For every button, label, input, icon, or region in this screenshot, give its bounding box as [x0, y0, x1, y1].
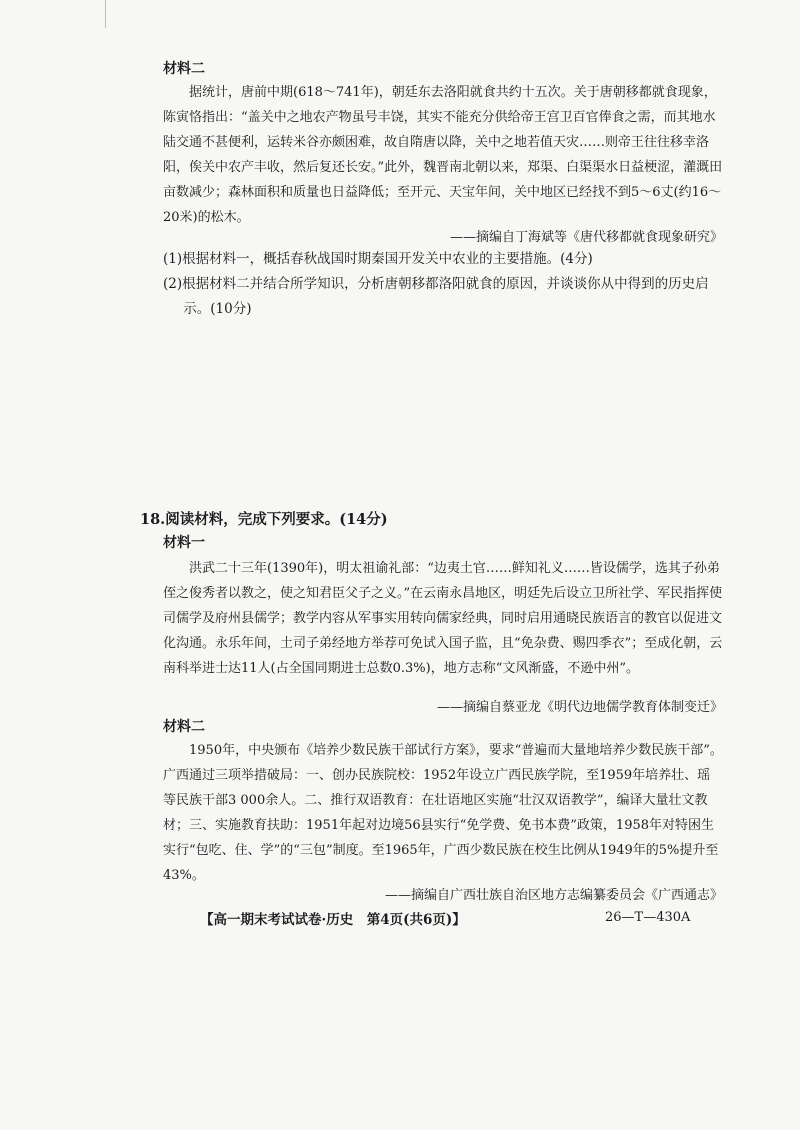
footer-label: 【高一期末考试试卷·历史 第4页(共6页)】 — [200, 912, 466, 928]
question-2: (2)根据材料二并结合所学知识，分析唐朝移都洛阳就食的原因，并谈谈你从中得到的历史启示。(10分) — [163, 276, 709, 317]
q18-material-1-text-block — [163, 556, 723, 681]
material-2-text: 据统计，唐前中期(618～741年)，朝廷东去洛阳就食共约十五次。关于唐朝移都就食现象，陈寅恪指出：“盖关中之地农产物虽号丰饶，其实不能充分供给帝王宫卫百官俸食之需，而其地水陆交通不甚便利，运转米谷亦颇困难，故自隋唐以降，关中之地若值天灾……则帝王往往移幸洛阳，俟关中农产丰收，然后复还长安。”此外，魏晋南北朝以来，郑渠、白渠渠水日益梗涩，灌溉田亩数减少；森林面积和质量也日益降低；至开元、天宝年间，关中地区已经找不到5～6丈(约16～20米)的松木。 — [163, 85, 723, 225]
q18-material-2-text-block — [163, 738, 723, 888]
scan-edge-line — [105, 0, 106, 28]
q18-material-2-text: 1950年，中央颁布《培养少数民族干部试行方案》，要求“普遍而大量地培养少数民族干部”。广西通过三项举措破局：一、创办民族院校：1952年设立广西民族学院，至1959年培养壮、瑶等民族干部3 000余人。二、推行双语教育：在壮语地区实施“壮汉双语教学”，编译大量壮文教材；三、实施教育扶助：1951年起对边境56县实行“免学费、免书本费”政策，1958年对特困生实行“包吃、住、学”的“三包”制度。至1965年，广西少数民族在校生比例从1949年的5%提升至43%。 — [163, 743, 723, 883]
material-2-heading: 材料二 — [163, 61, 205, 77]
q18-material-2-source: ——摘编自广西壮族自治区地方志编纂委员会《广西通志》 — [384, 888, 723, 903]
material-2-text-block — [163, 80, 723, 230]
q18-material-1-source: ——摘编自蔡亚龙《明代边地儒学教育体制变迁》 — [436, 700, 723, 715]
question-1: (1)根据材料一，概括春秋战国时期秦国开发关中农业的主要措施。(4分) — [163, 251, 593, 267]
q18-material-1-text: 洪武二十三年(1390年)，明太祖谕礼部：“边夷土官……鲜知礼义……皆设儒学，选其子孙弟侄之俊秀者以教之，使之知君臣父子之义。”在云南永昌地区，明廷先后设立卫所社学、军民指挥使司儒学及府州县儒学；教学内容从军事实用转向儒家经典，同时启用通晓民族语言的教官以促进文化沟通。永乐年间，土司子弟经地方举荐可免试入国子监，且“免杂费、赐四季衣”；至成化朝，云南科举进士达11人(占全国同期进士总数0.3%)，地方志称“文风渐盛，不逊中州”。 — [163, 561, 723, 676]
questions-block — [163, 247, 723, 322]
q18-material-1-heading: 材料一 — [163, 535, 205, 551]
footer-code: 26—T—430A — [605, 910, 691, 925]
question-18-title: 18.阅读材料，完成下列要求。(14分) — [140, 511, 388, 528]
material-2-source: ——摘编自丁海斌等《唐代移都就食现象研究》 — [449, 230, 723, 245]
show-through-artifact — [300, 360, 420, 380]
q18-material-2-heading: 材料二 — [163, 719, 205, 735]
